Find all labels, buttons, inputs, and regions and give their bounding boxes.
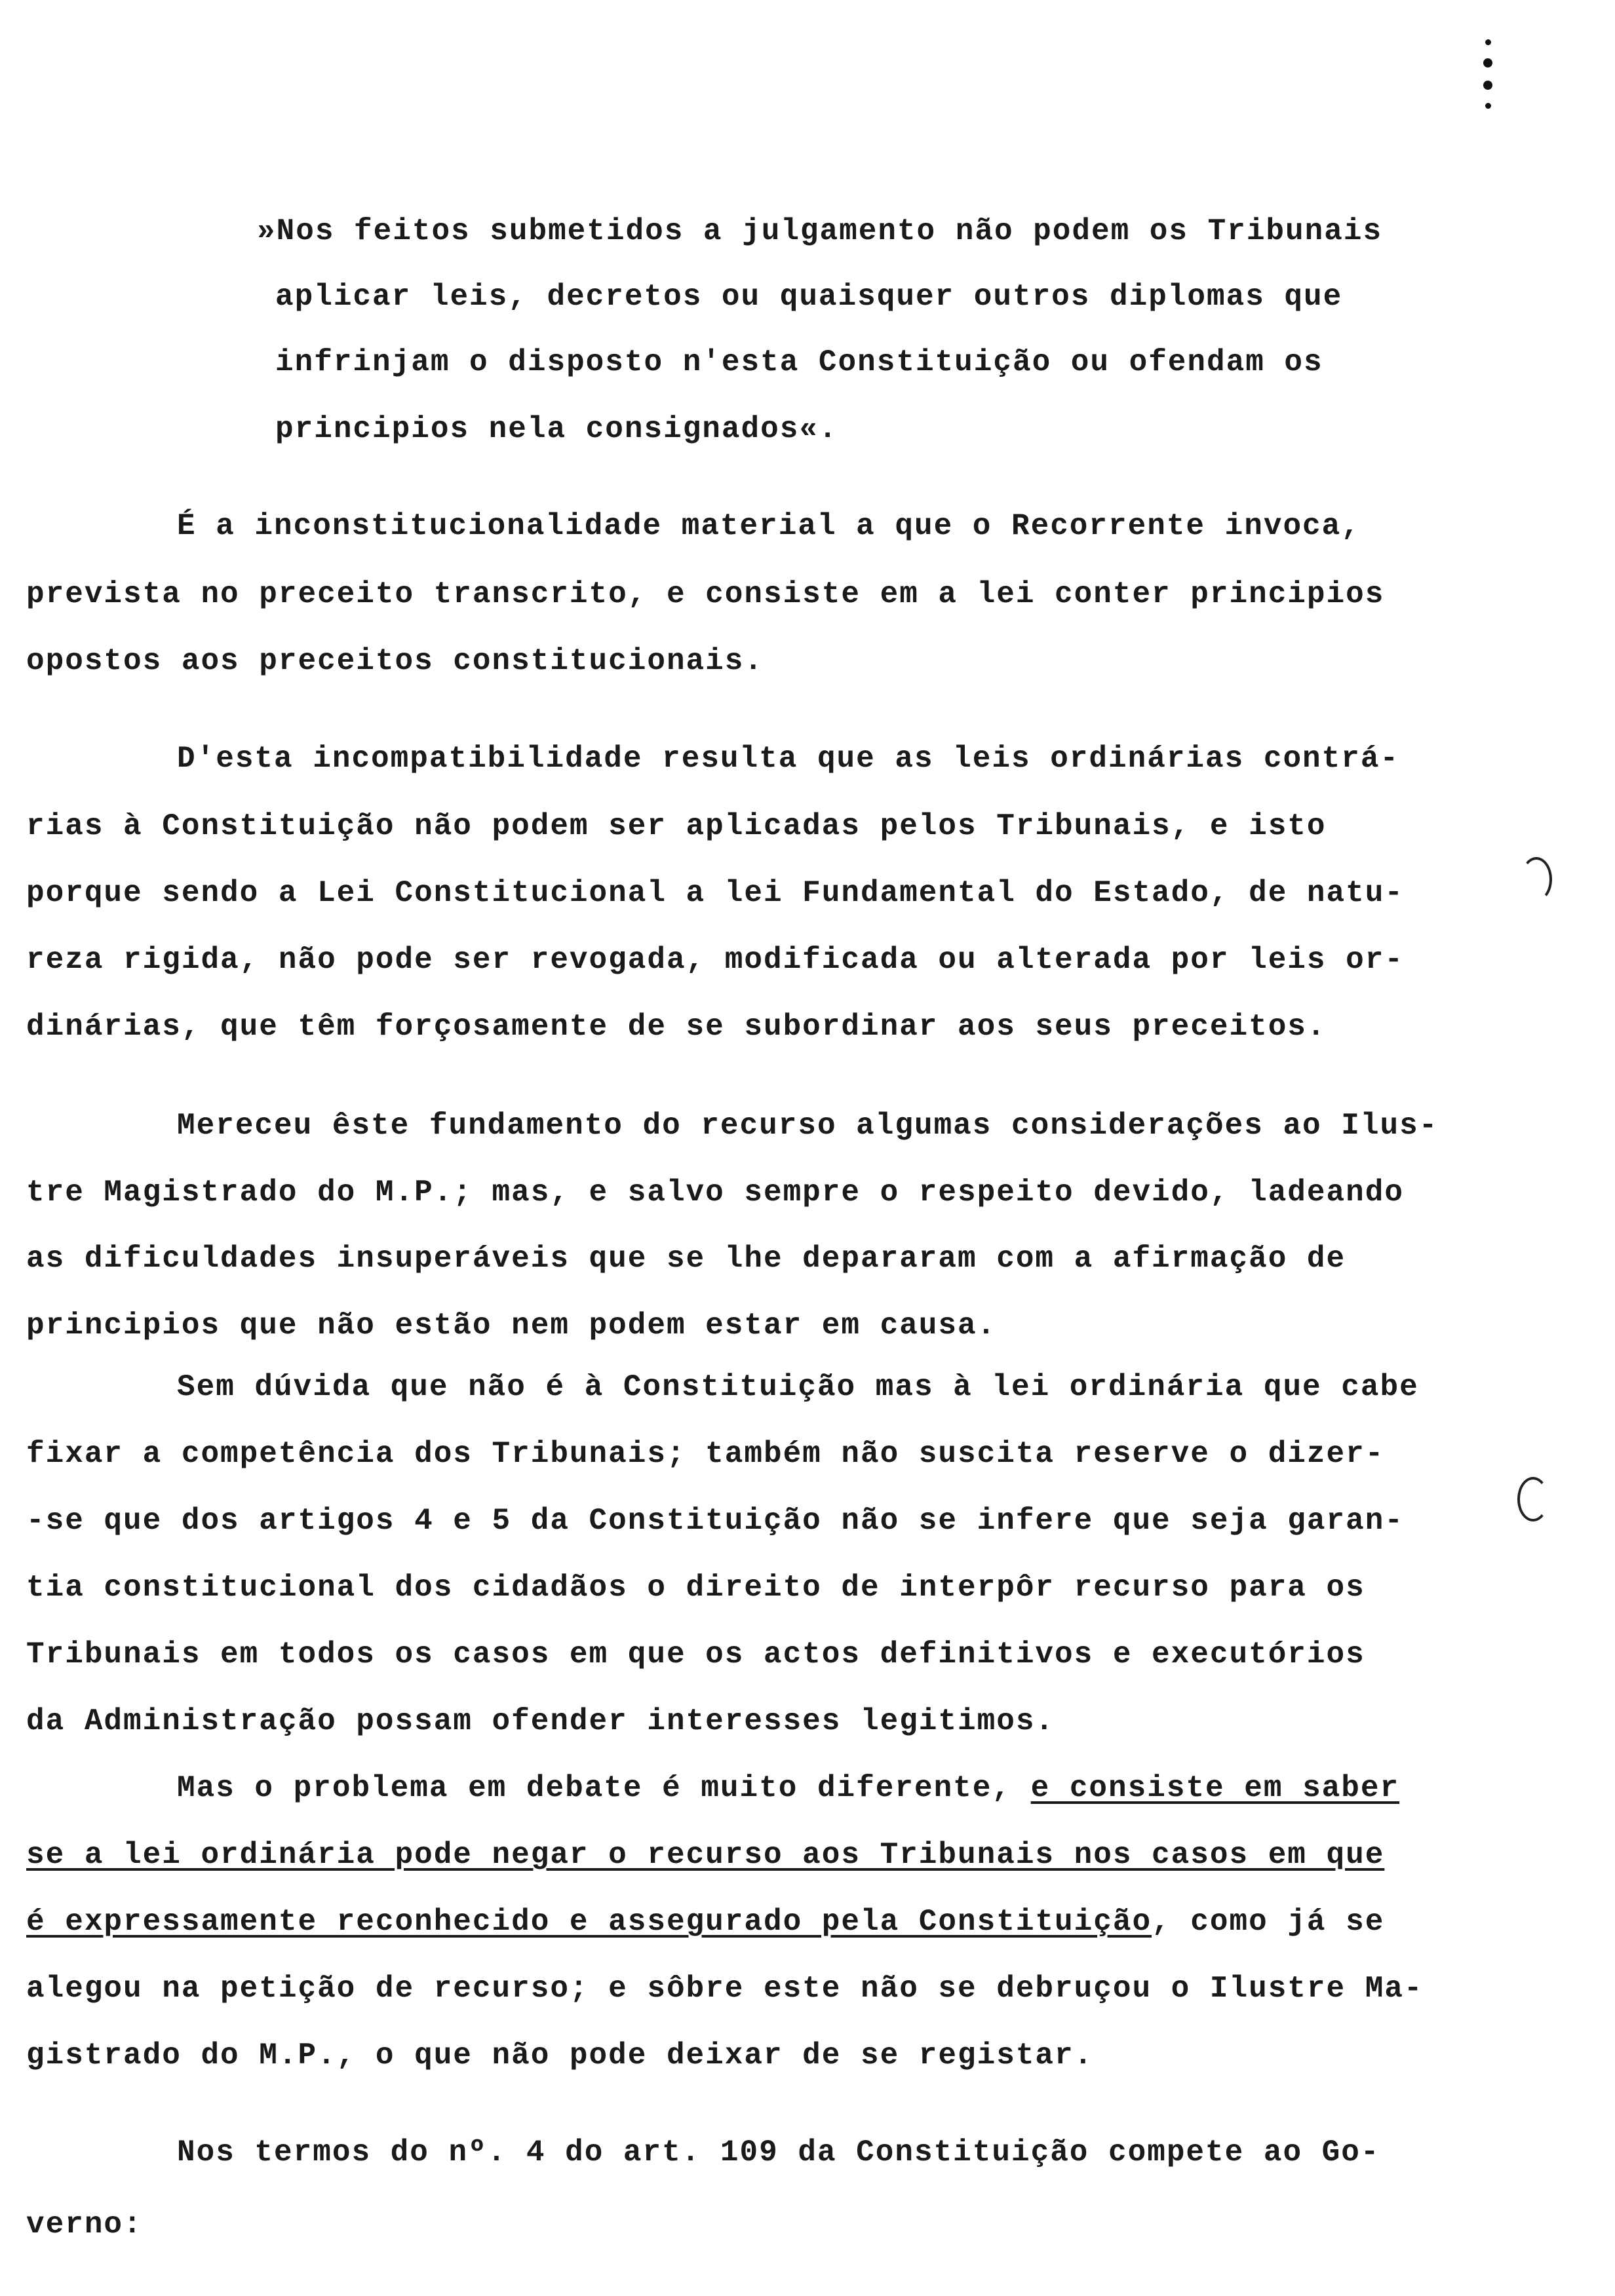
text-line: da Administração possam ofender interesses legitimos. — [26, 1704, 1055, 1738]
quote-line: infrinjam o disposto n'esta Constituição ou ofendam os — [275, 345, 1323, 379]
quote-line: principios nela consignados«. — [275, 412, 838, 446]
text-line: tia constitucional dos cidadãos o direito de interpôr recurso para os — [26, 1571, 1365, 1605]
punch-hole-mark — [1517, 1477, 1549, 1521]
text-line: as dificuldades insuperáveis que se lhe depararam com a afirmação de — [26, 1242, 1346, 1276]
text-line: dinárias, que têm forçosamente de se subordinar aos seus preceitos. — [26, 1010, 1327, 1044]
text-line: Nos termos do nº. 4 do art. 109 da Constituição compete ao Go- — [177, 2135, 1380, 2170]
text-line: Mereceu êste fundamento do recurso algumas considerações ao Ilus- — [177, 1109, 1439, 1143]
text-line: prevista no preceito transcrito, e consiste em a lei conter principios — [26, 577, 1385, 611]
text-line: principios que não estão nem podem estar em causa. — [26, 1309, 997, 1343]
text-line: -se que dos artigos 4 e 5 da Constituição não se infere que seja garan- — [26, 1504, 1404, 1538]
text-line: gistrado do M.P., o que não pode deixar de se registar. — [26, 2038, 1094, 2073]
text-line — [26, 1840, 1384, 1870]
text-line: fixar a competência dos Tribunais; também não suscita reserve o dizer- — [26, 1437, 1385, 1471]
punch-hole-mark — [1521, 857, 1552, 902]
underlined-text: se a lei ordinária pode negar o recurso aos Tribunais nos casos em que — [26, 1838, 1385, 1872]
text-line: reza rigida, não pode ser revogada, modificada ou alterada por leis or- — [26, 943, 1404, 977]
text-line: Tribunais em todos os casos em que os actos definitivos e executórios — [26, 1637, 1365, 1672]
margin-dot — [1483, 58, 1492, 67]
text-line: alegou na petição de recurso; e sôbre este não se debruçou o Ilustre Ma- — [26, 1972, 1424, 2006]
text-line: Sem dúvida que não é à Constituição mas à lei ordinária que cabe — [177, 1370, 1419, 1404]
margin-dot — [1483, 81, 1492, 90]
underlined-text: e consiste em saber — [1030, 1771, 1400, 1805]
underlined-text: é expressamente reconhecido e assegurado pela Constituição — [26, 1905, 1152, 1939]
quote-line: aplicar leis, decretos ou quaisquer outros diplomas que — [275, 280, 1343, 314]
text-line: opostos aos preceitos constitucionais. — [26, 644, 764, 678]
margin-hole-marks — [1478, 39, 1498, 122]
text-line: rias à Constituição não podem ser aplicadas pelos Tribunais, e isto — [26, 809, 1327, 843]
text-line: porque sendo a Lei Constitucional a lei Fundamental do Estado, de natu- — [26, 876, 1404, 910]
text-line: É a inconstitucionalidade material a que o Recorrente invoca, — [177, 509, 1361, 543]
text-line — [177, 1773, 1399, 1803]
text-line: verno: — [26, 2208, 143, 2242]
margin-dot — [1485, 39, 1491, 45]
text-line — [26, 1907, 1384, 1937]
text-line: D'esta incompatibilidade resulta que as leis ordinárias contrá- — [177, 742, 1400, 776]
quote-line: »Nos feitos submetidos a julgamento não podem os Tribunais — [257, 214, 1383, 248]
text-line: tre Magistrado do M.P.; mas, e salvo sempre o respeito devido, ladeando — [26, 1176, 1404, 1210]
margin-dot — [1485, 103, 1491, 109]
text-segment: , como já se — [1152, 1905, 1385, 1939]
text-segment: Mas o problema em debate é muito diferente, — [177, 1771, 1031, 1805]
